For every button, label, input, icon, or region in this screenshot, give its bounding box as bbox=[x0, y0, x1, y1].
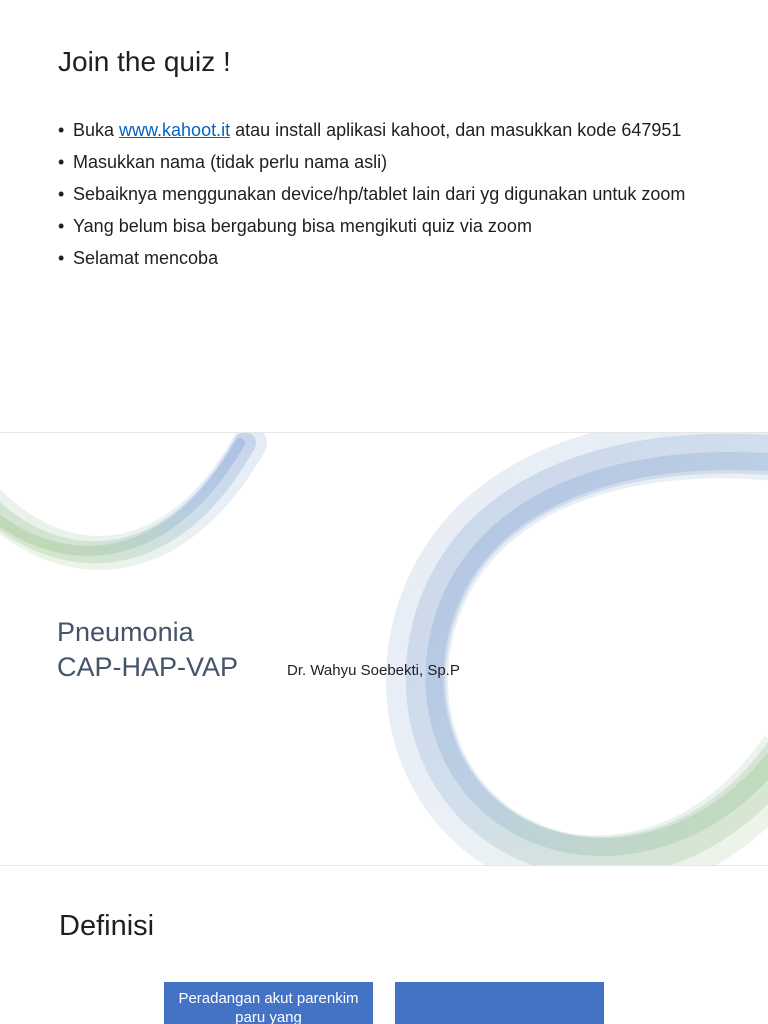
slide-join-quiz bbox=[0, 0, 768, 432]
slide-title: Join the quiz ! bbox=[58, 46, 231, 77]
kahoot-link[interactable]: www.kahoot.it bbox=[119, 120, 231, 140]
top-left-swoosh bbox=[0, 443, 250, 553]
right-ring bbox=[417, 447, 768, 865]
bullet-icon: • bbox=[58, 184, 65, 204]
bullet-icon: • bbox=[58, 216, 65, 236]
bullet-icon: • bbox=[58, 152, 65, 172]
item-text: Selamat mencoba bbox=[73, 248, 219, 268]
definition-box bbox=[395, 982, 604, 1024]
item-text: Masukkan nama (tidak perlu nama asli) bbox=[73, 152, 388, 172]
bullet-icon: • bbox=[58, 248, 65, 268]
list-item bbox=[58, 150, 718, 174]
item-text-prefix: Buka bbox=[73, 120, 120, 140]
slide-title: Definisi bbox=[59, 910, 155, 942]
bullet-icon: • bbox=[58, 120, 65, 140]
presentation-title bbox=[57, 615, 238, 685]
item-text: Yang belum bisa bergabung bisa mengikuti quiz via zoom bbox=[73, 216, 532, 236]
list-item bbox=[58, 118, 718, 142]
list-item bbox=[58, 246, 718, 270]
item-text: Sebaiknya menggunakan device/hp/tablet lain dari yg digunakan untuk zoom bbox=[73, 184, 686, 204]
slide-definisi bbox=[0, 866, 768, 1024]
author-name: Dr. Wahyu Soebekti, Sp.P bbox=[287, 662, 460, 679]
definition-box: Peradangan akut parenkim paru yang bbox=[164, 982, 373, 1024]
list-item bbox=[58, 182, 718, 206]
slide-title-pneumonia bbox=[0, 433, 768, 865]
title-line-2: CAP-HAP-VAP bbox=[57, 652, 239, 682]
bullet-list bbox=[58, 118, 718, 278]
title-line-1: Pneumonia bbox=[57, 617, 194, 647]
list-item bbox=[58, 214, 718, 238]
item-text-suffix: atau install aplikasi kahoot, dan masukkan kode 647951 bbox=[230, 120, 682, 140]
